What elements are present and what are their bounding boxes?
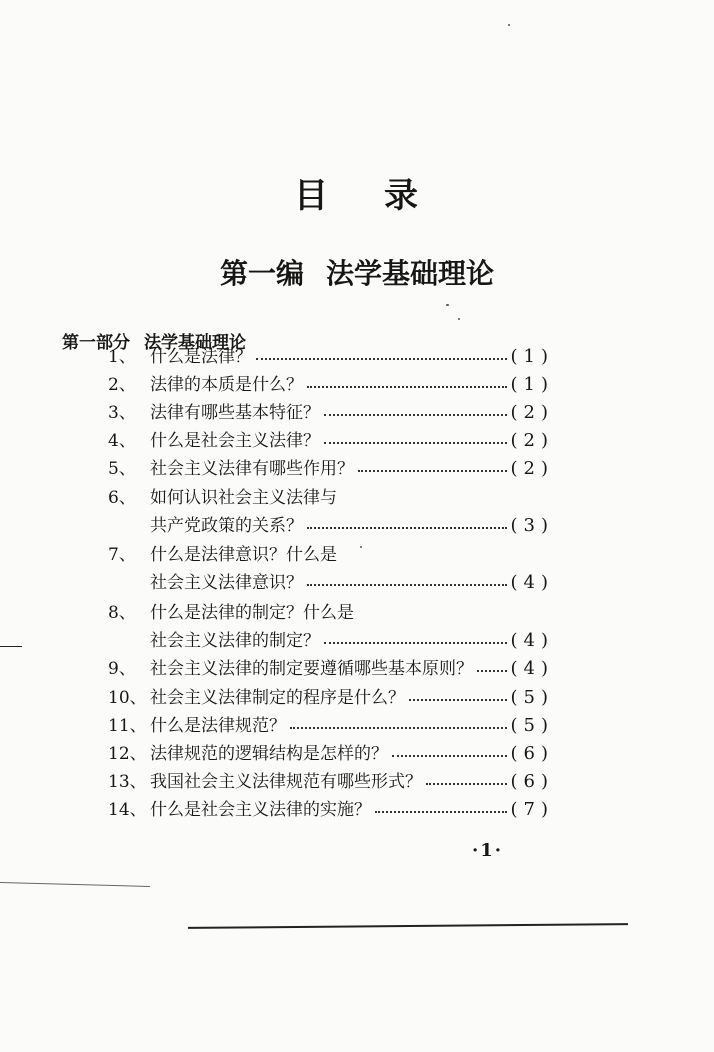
dot-leader	[409, 699, 507, 701]
toc-entry-number: 5、	[108, 459, 136, 479]
toc-entry-number: 3、	[108, 403, 136, 423]
toc-entry	[108, 395, 554, 423]
toc-entry-number: 9、	[108, 659, 136, 679]
section-label: 第一部分	[62, 333, 130, 353]
toc-entry	[108, 651, 554, 679]
toc-entry-number: 6、	[108, 488, 136, 508]
page-number: ·1·	[472, 840, 504, 861]
toc-entry-number: 12、	[108, 744, 147, 764]
part-name: 法学基础理论	[326, 257, 495, 290]
toc-entry	[108, 480, 554, 508]
scan-line-bottom-1	[0, 882, 150, 887]
scan-line-bottom-2	[188, 923, 628, 929]
toc-entry-number: 4、	[108, 431, 136, 451]
toc-entry-number: 10、	[108, 688, 147, 708]
toc-entry-text: 什么是社会主义法律的实施？	[150, 800, 371, 820]
toc-entry-text: 社会主义法律有哪些作用？	[150, 459, 354, 479]
scan-line-left	[0, 646, 22, 647]
toc-entry-text: 共产党政策的关系？	[150, 516, 303, 536]
speck	[360, 546, 362, 548]
toc-entry-number: 2、	[108, 375, 136, 395]
toc-entry-number: 8、	[108, 603, 136, 623]
dot-leader	[358, 470, 507, 472]
speck	[458, 318, 460, 320]
dot-leader	[426, 783, 507, 785]
toc-page-number: (2)	[510, 430, 554, 451]
toc-entry	[108, 565, 554, 593]
toc-entry	[108, 451, 554, 479]
toc-page-number: (4)	[510, 572, 554, 593]
title-char-2: 录	[384, 176, 420, 216]
toc-entry-text: 社会主义法律制定的程序是什么？	[150, 688, 405, 708]
toc-entry-text: 法律的本质是什么？	[150, 375, 303, 395]
toc-page-number: (6)	[510, 771, 554, 792]
toc-entry	[108, 736, 554, 764]
toc-entry-text: 我国社会主义法律规范有哪些形式？	[150, 772, 422, 792]
toc-entry-text: 什么是法律意识？什么是	[150, 545, 337, 565]
toc-entry-text: 社会主义法律的制定？	[150, 631, 320, 651]
dot-leader	[307, 584, 507, 586]
toc-entry-text: 什么是法律规范？	[150, 716, 286, 736]
toc-page-number: (3)	[510, 515, 554, 536]
toc-page-number: (5)	[510, 715, 554, 736]
dot-leader	[324, 414, 507, 416]
toc-entry-text: 如何认识社会主义法律与	[150, 488, 337, 508]
toc-entry	[108, 367, 554, 395]
dot-leader	[477, 670, 507, 672]
section-name: 法学基础理论	[144, 333, 246, 353]
page-title	[0, 168, 714, 217]
toc-entry-number: 14、	[108, 800, 147, 820]
dot-leader	[307, 527, 507, 529]
speck	[508, 24, 510, 26]
dot-leader	[375, 811, 507, 813]
toc-entry-number: 7、	[108, 545, 136, 565]
toc-entry	[108, 339, 554, 367]
toc-page-number: (2)	[510, 402, 554, 423]
toc-entry-text: 什么是法律？	[150, 347, 252, 367]
toc-entry	[108, 792, 554, 820]
toc-entry	[108, 537, 554, 565]
toc-entry-text: 社会主义法律的制定要遵循哪些基本原则？	[150, 659, 473, 679]
toc-entry	[108, 508, 554, 536]
toc-page-number: (1)	[510, 374, 554, 395]
toc-entry-text: 什么是法律的制定？什么是	[150, 603, 354, 623]
toc-entry-text: 社会主义法律意识？	[150, 573, 303, 593]
toc-entry-number: 13、	[108, 772, 147, 792]
toc-page-number: (6)	[510, 743, 554, 764]
title-char-1: 目	[294, 176, 330, 216]
dot-leader	[392, 755, 507, 757]
dot-leader	[256, 358, 507, 360]
toc-entry-text: 法律规范的逻辑结构是怎样的？	[150, 744, 388, 764]
dot-leader	[307, 386, 507, 388]
dot-leader	[324, 642, 507, 644]
toc-entry-number: 1、	[108, 347, 136, 367]
toc-entry	[108, 423, 554, 451]
toc-entry	[108, 708, 554, 736]
toc-page-number: (5)	[510, 687, 554, 708]
toc-page-number: (7)	[510, 799, 554, 820]
speck	[446, 304, 449, 306]
dot-leader	[290, 727, 507, 729]
toc-page-number: (1)	[510, 346, 554, 367]
toc-entry	[108, 623, 554, 651]
toc-entry-text: 法律有哪些基本特征？	[150, 403, 320, 423]
toc-entry-text: 什么是社会主义法律？	[150, 431, 320, 451]
toc-page-number: (4)	[510, 630, 554, 651]
part-label: 第一编	[219, 257, 304, 290]
toc-entry	[108, 595, 554, 623]
toc-entry	[108, 764, 554, 792]
part-heading	[0, 252, 714, 292]
dot-leader	[324, 442, 507, 444]
toc-entry-number: 11、	[108, 716, 147, 736]
toc-entry	[108, 680, 554, 708]
toc-page-number: (2)	[510, 458, 554, 479]
toc-page-number: (4)	[510, 658, 554, 679]
